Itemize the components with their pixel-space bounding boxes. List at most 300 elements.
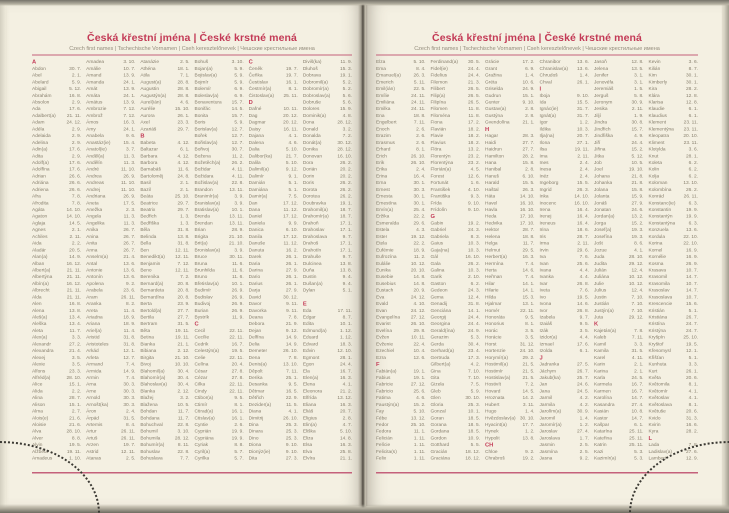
name-day-entry [485,147,535,154]
given-name: Bertila [140,314,154,321]
name-day-date: 1. 11. [413,455,426,462]
name-day-entry [140,281,189,288]
name-day-date: 30. 7. [231,146,244,153]
name-day-date: 1. 4. [525,408,535,415]
name-day-date: 30. 7. [69,65,82,72]
name-day-entry [249,449,298,456]
name-day-date: 26. 1. [576,79,589,85]
name-day-entry [485,66,535,73]
name-day-date: 25. 3. [467,401,480,408]
name-day-date: 8. 4. [125,422,136,428]
name-day-entry [649,167,699,174]
given-name: Atanas [86,455,102,462]
name-day-date: 5. 9. [234,79,244,85]
name-day-date: 26. 9. [231,307,244,314]
name-day-date: 7. 7. [180,455,190,462]
name-day-date: 4. 10. [413,301,426,307]
given-name: Ilsa [539,146,547,153]
given-name: Aleška [32,321,47,327]
given-name: Gina [430,368,441,374]
name-day-entry [540,180,590,187]
name-day-date: 23. 11. [683,126,698,132]
given-name: Bohdana [140,415,160,421]
given-name: Adin(a) [32,146,48,153]
name-day-entry [140,153,189,160]
name-day-entry [140,321,189,328]
name-day-entry [540,66,590,73]
name-day-entry [249,160,298,167]
name-day-entry [32,362,81,369]
name-day-date: 7. 5. [288,193,298,200]
name-day-entry [249,133,298,140]
name-day-date: 2. 8. [342,415,352,421]
given-name: Gilbert(a) [430,361,451,368]
name-column [32,59,81,471]
name-day-entry [649,106,699,113]
name-day-date: 21. 10. [228,240,244,247]
name-day-date: 2. 5. [180,59,190,65]
name-day-date: 21. 3. [467,79,480,85]
name-day-entry [32,79,81,86]
given-name: Helmut [485,247,501,253]
name-day-date: 23. 11. [683,119,698,126]
name-day-date: 4. 2. [470,361,480,368]
given-name: Danica [248,227,264,233]
name-day-entry [194,341,243,348]
name-day-date: 16. 6. [685,422,698,428]
letter-header [431,214,481,221]
name-day-entry [32,254,81,261]
name-day-date: 5. 1. [688,307,698,314]
given-name: Jordan(a) [594,213,615,220]
name-day-date: 13. 9. [123,86,136,92]
name-day-date: 24. 12. [410,307,426,314]
name-day-date: 24. 4. [467,72,480,79]
name-day-date: 16. 8. [69,92,82,99]
name-day-date: 4. 11. [232,173,244,179]
name-day-date: 17. 12. [283,233,298,240]
name-day-entry [540,261,590,268]
given-name: Ctislav(a) [194,415,215,421]
given-name: Brendan [194,220,213,226]
name-day-entry [485,368,535,375]
given-name: Gabriel [430,227,446,233]
given-name: Bazil [140,186,151,193]
given-name: Dezider(a) [248,401,272,408]
name-day-entry [376,315,426,322]
name-day-date: 9. 10. [467,200,480,206]
name-day-entry [86,200,135,207]
letter-header [540,355,590,362]
name-day-date: 30. 1. [685,79,698,85]
name-day-date: 28. 1. [339,354,352,361]
name-day-date: 24. 4. [339,361,352,368]
name-day-date: 10. 3. [467,267,480,273]
name-day-entry [540,113,590,120]
name-day-date: 20. 7. [339,408,352,415]
name-day-entry [303,368,352,375]
name-day-entry [32,234,81,241]
name-day-entry [303,362,352,369]
given-name: Eufémie [376,247,394,253]
given-name: Johanka [594,180,613,186]
name-day-entry [594,301,644,308]
name-day-date: 6. 9. [525,65,535,72]
name-day-date: 7. 10. [467,368,480,374]
name-day-date: 7. 8. [288,314,298,321]
name-day-date: 24. 12. [66,119,82,126]
name-day-entry [594,261,644,268]
name-day-date: 3. 9. [234,193,244,200]
name-day-entry [431,220,481,227]
given-name: Gertruda [430,354,450,361]
letter-header [649,435,699,442]
name-day-date: 5. 10. [285,159,298,166]
given-name: Eusebius [376,280,396,287]
given-name: Erich [376,153,387,159]
given-name: Atila [140,72,150,79]
name-day-date: 29. 12. [628,260,644,267]
name-day-entry [249,66,298,73]
given-name: August(a) [140,79,162,85]
name-day-date: 28. 12. [337,146,352,153]
name-day-date: 30. 4. [177,368,190,374]
given-name: Chval [539,79,552,85]
name-day-date: 3. 2. [180,395,190,401]
name-day-entry [86,73,135,80]
name-day-entry [194,355,243,362]
name-day-date: 5. 1. [342,287,352,294]
given-name: Cyriak [194,442,209,448]
name-day-entry [485,301,535,308]
given-name: Arnold [86,395,101,401]
name-day-date: 10. 7. [685,267,698,273]
name-day-date: 1. 4. [579,415,589,421]
name-day-date: 9. 10. [285,448,298,455]
given-name: Hypolit [485,435,500,441]
name-day-date: 26. 2. [339,186,352,193]
given-name: Jiljí [594,112,601,119]
given-name: Celestýn(a) [194,348,220,354]
name-day-entry [485,120,535,127]
given-name: Bohuš [194,59,209,65]
given-name: Joel [594,166,603,173]
name-day-date: 14. 1. [522,280,535,287]
name-day-date: 19. 9. [685,213,698,220]
given-name: Bronislav(a) [194,247,221,253]
given-name: Jasna [539,455,553,462]
name-day-date: 8. 7. [342,314,352,321]
name-day-date: 12. 11. [175,254,190,260]
book-spine [358,0,368,513]
name-day-entry [140,422,189,429]
name-day-entry [649,261,699,268]
name-day-date: 18. 5. [467,428,480,435]
name-day-entry [485,328,535,335]
name-day-entry [194,261,243,268]
given-name: Květomír [648,388,668,394]
name-day-entry [32,301,81,308]
name-day-date: 23. 9. [177,301,190,307]
name-day-entry [376,153,426,160]
name-day-date: 20. 10. [410,267,426,273]
name-day-date: 5. 3. [634,455,644,462]
name-day-entry [540,247,590,254]
name-day-date: 13. 8. [339,260,352,267]
given-name: Denis(a) [248,361,267,368]
name-day-entry [249,247,298,254]
given-name: Azariáš [140,126,157,132]
given-name: Bruno [194,274,208,280]
name-day-entry [194,106,243,113]
given-name: Genciána [430,307,452,314]
name-day-entry [194,147,243,154]
given-name: Filoména [430,112,451,119]
name-day-date: 14. 1. [522,287,535,294]
name-column [140,59,189,471]
name-day-entry [485,294,535,301]
name-day-date: 2. 1. [634,361,644,368]
name-day-entry [649,288,699,295]
name-day-date: 12. 4. [631,267,644,273]
name-day-entry [303,106,352,113]
name-day-entry [376,66,426,73]
given-name: Filip(a) [430,92,446,99]
name-day-date: 10. 4. [413,348,426,354]
given-name: Honoráta [485,314,505,321]
given-name: Julius [594,287,607,294]
name-day-entry [376,86,426,93]
given-name: Frídolín [430,207,447,213]
given-name: Anatol(ie) [86,146,107,153]
given-name: Beáta [140,193,153,200]
name-day-entry [140,194,189,201]
name-day-entry [376,328,426,335]
given-name: Dobromír(a) [302,86,329,92]
given-name: Gloria [430,401,444,408]
name-day-entry [649,368,699,375]
name-day-date: 30. 1. [413,180,426,186]
given-name: Jiřina [594,146,606,153]
given-name: Gál [430,254,438,260]
given-name: Kazi [594,448,604,455]
given-name: Gražina [485,72,502,79]
name-day-entry [649,220,699,227]
name-day-date: 20. 8. [177,280,190,287]
name-day-entry [649,415,699,422]
name-day-date: 9. 5. [234,395,244,401]
name-day-entry [376,281,426,288]
name-day-entry [594,308,644,315]
name-day-entry [140,254,189,261]
name-day-entry [485,133,535,140]
given-name: Háta [485,193,496,200]
given-name: Aladár [32,247,46,253]
name-day-entry [303,435,352,442]
name-day-entry [649,335,699,342]
name-day-date: 15. 1. [69,401,82,408]
name-day-entry [431,294,481,301]
name-column [194,59,243,471]
given-name: Elfrída [302,395,317,401]
given-name: Dora [302,159,314,166]
page-edge-bottom [0,504,729,513]
given-name: Hovard [485,388,501,394]
given-name: Amátus [86,99,103,106]
name-day-entry [140,308,189,315]
name-day-entry [594,214,644,221]
given-name: Darina [248,267,263,273]
name-day-date: 12. 1. [123,348,136,354]
name-day-entry [32,147,81,154]
given-name: Evan [376,307,387,314]
given-name: Flavián [430,126,446,132]
name-day-entry [376,207,426,214]
name-day-date: 23. 3. [69,368,82,374]
name-day-entry [594,167,644,174]
name-day-date: 2. 2. [71,388,82,394]
given-name: Aranka [86,301,102,307]
given-name: Bořislav(a) [194,139,218,146]
given-name: Abel [32,72,42,79]
name-day-date: 24. 7. [685,321,698,327]
name-day-date: 24. 4. [467,314,480,321]
name-day-entry [86,207,135,214]
given-name: Kimberly [648,79,668,85]
given-name: Kazimír(a) [594,455,617,462]
name-day-entry [431,368,481,375]
name-day-date: 30. 1. [413,200,426,206]
name-day-entry [485,207,535,214]
given-name: Davor [248,301,262,307]
given-name: Chrabroš [485,455,505,462]
name-day-entry [649,79,699,86]
name-day-date: 19. 1. [339,72,352,79]
name-day-date: 30. 9. [631,99,644,106]
name-day-date: 18. 9. [123,321,136,327]
name-day-date: 4. 4. [579,274,589,280]
name-day-columns [32,56,352,472]
given-name: Hubert [485,401,500,408]
name-day-date: 19. 11. [574,146,589,153]
given-name: Diana [248,408,262,415]
name-day-date: 26. 9. [685,260,698,267]
name-day-date: 10. 11. [411,334,426,341]
name-day-date: 19. 3. [631,227,644,233]
name-day-date: 12. 7. [123,354,136,361]
name-day-date: 3. 3. [71,334,82,341]
name-day-entry [249,382,298,389]
name-day-date: 5. 7. [234,448,244,455]
name-day-entry [194,86,243,93]
name-day-date: 2. 11. [69,233,82,240]
letter-header-label: L [648,435,653,442]
name-day-date: 3. 1. [634,72,644,79]
name-day-date: 7. 2. [525,381,535,388]
given-name: Alver [32,435,43,441]
given-name: Engelbert [376,119,397,126]
given-name: Dajana [248,133,264,139]
given-name: Jerguš [594,92,609,99]
name-day-date: 7. 11. [286,368,298,374]
given-name: Kaleb [594,334,607,341]
given-name: Albrecht [32,287,50,294]
name-day-entry [86,288,135,295]
given-name: Fedora [376,428,392,435]
name-day-date: 26. 5. [467,86,480,92]
name-day-entry [249,113,298,120]
given-name: Ines [539,159,549,166]
given-name: Dorián [302,166,317,173]
given-name: Kristýna [648,327,666,334]
name-day-date: 1. 5. [634,86,644,92]
name-day-date: 21. 11. [66,267,82,273]
name-day-entry [376,449,426,456]
name-day-date: 14. 9. [123,368,136,374]
name-day-date: 24. 12. [410,294,426,300]
name-day-entry [431,160,481,167]
given-name: Hostivít [485,381,501,388]
name-day-entry [303,66,352,73]
name-day-entry [32,153,81,160]
name-day-entry [540,140,590,147]
name-day-entry [649,113,699,120]
name-day-entry [431,348,481,355]
name-day-date: 18. 8. [522,233,535,240]
given-name: Desanka [248,381,268,388]
given-name: Kvido [648,415,661,421]
given-name: Edita [302,321,314,327]
name-day-date: 26. 7. [123,247,136,253]
given-name: Adam [32,119,45,126]
name-day-date: 30. 3. [123,388,136,394]
given-name: Hanibal [485,166,502,173]
given-name: Doris [302,180,315,186]
name-column [649,59,699,471]
name-day-entry [194,254,243,261]
name-day-date: 24. 11. [411,92,426,99]
name-day-date: 16. 11. [283,126,298,132]
name-day-date: 7. 11. [413,119,426,126]
name-day-entry [485,106,535,113]
name-day-entry [376,456,426,463]
name-day-date: 15. 8. [631,186,644,193]
given-name: Květuše [648,408,666,415]
name-day-date: 3. 5. [71,354,82,361]
name-day-entry [194,73,243,80]
given-name: Flavie [430,133,444,139]
given-name: Gabriela [430,233,449,240]
name-day-entry [32,207,81,214]
name-day-entry [540,274,590,281]
name-day-date: 26. 5. [467,99,480,106]
name-day-entry [376,274,426,281]
given-name: Bonaventura [194,99,222,106]
letter-header [249,59,298,66]
given-name: Bernard(a) [140,280,164,287]
name-day-entry [431,388,481,395]
name-day-entry [194,200,243,207]
name-day-date: 24. 4. [467,65,480,72]
name-day-date: 26. 8. [576,307,589,314]
given-name: Arkád [86,348,99,354]
name-day-entry [32,241,81,248]
name-day-entry [86,267,135,274]
name-day-entry [140,288,189,295]
given-name: Dětřich [248,395,264,401]
name-day-date: 28. 7. [522,227,535,233]
given-name: Brit(a) [194,240,208,247]
